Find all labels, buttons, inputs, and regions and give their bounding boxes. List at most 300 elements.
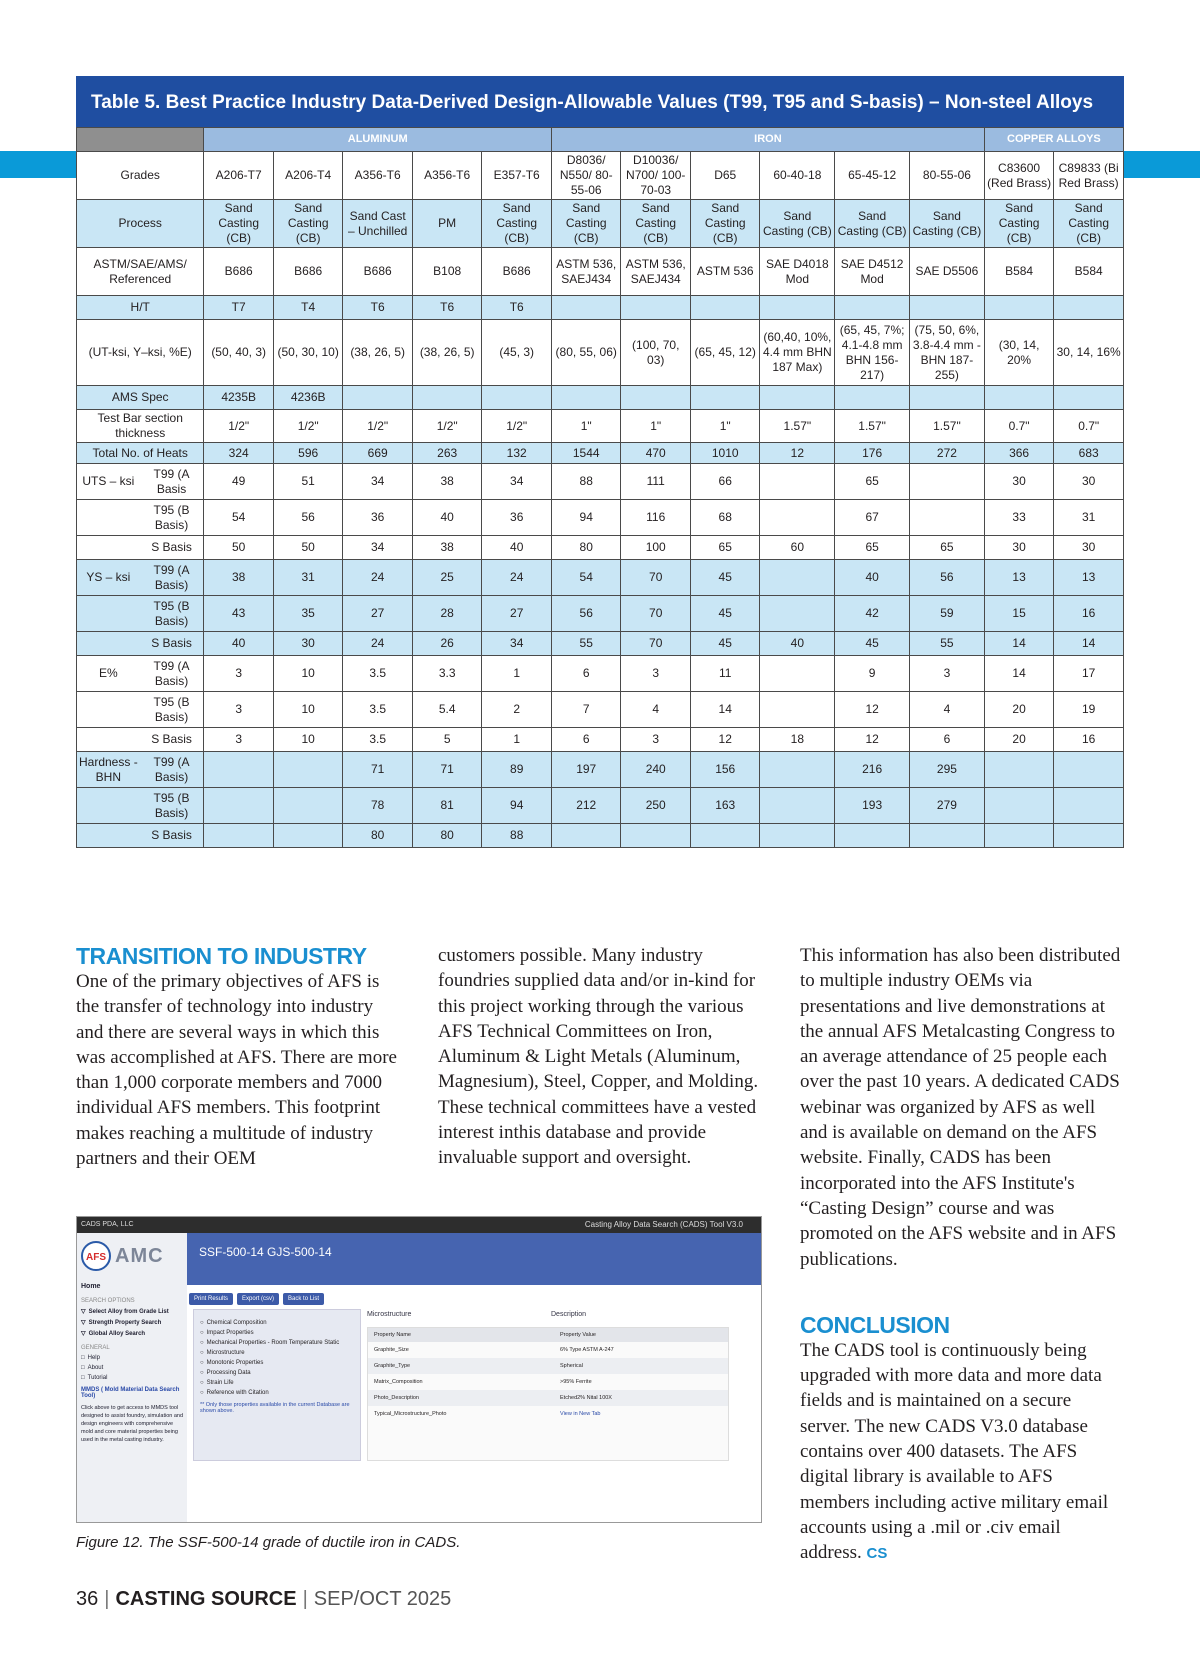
table-cell: 88 bbox=[482, 824, 552, 848]
publication-name: CASTING SOURCE bbox=[115, 1588, 297, 1610]
table-cell: 193 bbox=[835, 788, 910, 824]
table-cell: (75, 50, 6%, 3.8-4.4 mm - BHN 187-255) bbox=[910, 320, 985, 386]
property-option-label: Strain Life bbox=[206, 1380, 234, 1386]
table-cell bbox=[984, 296, 1054, 320]
property-option-icon: ○ bbox=[200, 1330, 204, 1336]
property-row bbox=[368, 1390, 728, 1406]
table-cell: 11 bbox=[690, 656, 760, 692]
table-cell: Sand Casting (CB) bbox=[551, 200, 621, 248]
table-cell bbox=[760, 596, 835, 632]
table-cell: 81 bbox=[412, 788, 482, 824]
table-cell: 12 bbox=[835, 728, 910, 752]
basis-label: T95 (B Basis) bbox=[140, 500, 204, 536]
table-cell: B584 bbox=[984, 248, 1054, 296]
basis-label: T95 (B Basis) bbox=[140, 596, 204, 632]
property-value: Spherical bbox=[560, 1363, 583, 1369]
table-cell: Sand Cast – Unchilled bbox=[343, 200, 413, 248]
table-cell: 13 bbox=[984, 560, 1054, 596]
row-label: H/T bbox=[77, 296, 204, 320]
table-cell: 20 bbox=[984, 728, 1054, 752]
table-cell: B584 bbox=[1054, 248, 1124, 296]
table-cell: 28 bbox=[412, 596, 482, 632]
property-options-list bbox=[194, 1310, 360, 1398]
property-option-icon: ○ bbox=[200, 1390, 204, 1396]
table-cell: 111 bbox=[621, 464, 691, 500]
basis-label: T95 (B Basis) bbox=[140, 692, 204, 728]
table-cell bbox=[1054, 752, 1124, 788]
table-cell bbox=[910, 386, 985, 410]
table-cell: 5 bbox=[412, 728, 482, 752]
tab-microstructure[interactable]: Microstructure bbox=[367, 1311, 412, 1318]
cads-button-label: Back to List bbox=[288, 1296, 320, 1302]
table-cell: Sand Casting (CB) bbox=[273, 200, 343, 248]
table-cell: 94 bbox=[482, 788, 552, 824]
table-cell: 27 bbox=[343, 596, 413, 632]
table-cell: 43 bbox=[204, 596, 274, 632]
table-cell: B686 bbox=[273, 248, 343, 296]
property-label bbox=[77, 728, 140, 752]
property-option-label: Monotonic Properties bbox=[206, 1360, 264, 1366]
cads-title-bar bbox=[77, 1217, 761, 1233]
table-cell: B108 bbox=[412, 248, 482, 296]
property-option-label: Mechanical Properties - Room Temperature Static bbox=[206, 1340, 340, 1346]
table-title: Table 5. Best Practice Industry Data-Derived Design-Allowable Values (T99, T95 and S-basis) – Non-steel Alloys bbox=[76, 76, 1124, 127]
mmds-link[interactable]: MMDS ( Mold Material Data Search Tool) bbox=[81, 1387, 180, 1399]
table-cell: 56 bbox=[273, 500, 343, 536]
table-cell: 30, 14, 16% bbox=[1054, 320, 1124, 386]
table-row bbox=[77, 152, 1124, 200]
cads-button[interactable] bbox=[189, 1293, 233, 1305]
table-cell: 3 bbox=[204, 656, 274, 692]
search-option[interactable] bbox=[77, 1328, 187, 1339]
table-cell: 45 bbox=[690, 596, 760, 632]
table-cell: 3.5 bbox=[343, 728, 413, 752]
property-row bbox=[368, 1342, 728, 1358]
property-options-panel bbox=[193, 1309, 361, 1461]
table-cell: Sand Casting (CB) bbox=[910, 200, 985, 248]
property-option-icon: ○ bbox=[200, 1320, 204, 1326]
table-cell bbox=[273, 824, 343, 848]
table-cell: 30 bbox=[273, 632, 343, 656]
table-cell: 13 bbox=[1054, 560, 1124, 596]
cads-logo bbox=[77, 1233, 187, 1281]
row-label: ASTM/SAE/AMS/ Referenced bbox=[77, 248, 204, 296]
table-cell: 3.5 bbox=[343, 656, 413, 692]
paragraph-transition: One of the primary objectives of AFS is the transfer of technology into industry and there are several ways in which this was accomplished at AFS. There are more than 1,000 corporate members and 7000 individual AFS members. This footprint makes reaching a multitude of industry partners and their OEM bbox=[76, 971, 397, 1170]
table-cell: 14 bbox=[1054, 632, 1124, 656]
table-cell: A206-T7 bbox=[204, 152, 274, 200]
table-cell bbox=[621, 824, 691, 848]
table-row bbox=[77, 320, 1124, 386]
table-cell: 50 bbox=[204, 536, 274, 560]
table-cell: T6 bbox=[482, 296, 552, 320]
table-cell bbox=[412, 386, 482, 410]
table-cell: 366 bbox=[984, 443, 1054, 464]
table-cell bbox=[910, 824, 985, 848]
table-cell: SAE D5506 bbox=[910, 248, 985, 296]
table-cell: 4 bbox=[621, 692, 691, 728]
cads-app-title: Casting Alloy Data Search (CADS) Tool V3.0 bbox=[584, 1220, 743, 1229]
article-column-2 bbox=[438, 943, 764, 1171]
search-option[interactable] bbox=[77, 1317, 187, 1328]
table-cell: Sand Casting (CB) bbox=[621, 200, 691, 248]
table-cell: 34 bbox=[343, 536, 413, 560]
table-cell: 4 bbox=[910, 692, 985, 728]
table-cell: (38, 26, 5) bbox=[412, 320, 482, 386]
conclusion-text: The CADS tool is continuously being upgraded with more data and more data fields and is maintained on a secure server. The new CADS V3.0 database contains over 400 datasets. The AFS digital library is available to AFS members including active military email accounts using a .mil or .civ email address. bbox=[800, 1339, 1109, 1564]
table-cell: 163 bbox=[690, 788, 760, 824]
table-cell: (30, 14, 20% bbox=[984, 320, 1054, 386]
table-cell: 65-45-12 bbox=[835, 152, 910, 200]
table-cell: 80 bbox=[551, 536, 621, 560]
property-option[interactable] bbox=[200, 1388, 354, 1398]
search-option-label: Global Alloy Search bbox=[88, 1331, 146, 1337]
alloy-table-container bbox=[76, 76, 1124, 848]
table-cell bbox=[621, 386, 691, 410]
paragraph-customers: customers possible. Many industry foundries supplied data and/or in-kind for this project working through the various AFS Technical Committees on Iron, Aluminum & Light Metals (Aluminum, Magnesium), Steel, Copper, and Molding. These technical committees have a vested interest inthis database and provide invaluable support and oversight. bbox=[438, 945, 759, 1169]
general-item[interactable] bbox=[77, 1363, 187, 1373]
table-cell: (100, 70, 03) bbox=[621, 320, 691, 386]
row-label: AMS Spec bbox=[77, 386, 204, 410]
search-options-list bbox=[77, 1306, 187, 1339]
general-label: GENERAL bbox=[81, 1345, 110, 1351]
table-cell: 1" bbox=[621, 410, 691, 443]
footer-separator-1: | bbox=[104, 1588, 110, 1610]
table-cell: 65 bbox=[690, 536, 760, 560]
table-cell: 78 bbox=[343, 788, 413, 824]
table-cell: (50, 30, 10) bbox=[273, 320, 343, 386]
tab-description[interactable]: Description bbox=[551, 1311, 587, 1318]
property-name: Matrix_Composition bbox=[374, 1379, 423, 1385]
table-cell: Sand Casting (CB) bbox=[690, 200, 760, 248]
table-cell bbox=[551, 386, 621, 410]
property-option[interactable] bbox=[200, 1338, 354, 1348]
table-cell: 59 bbox=[910, 596, 985, 632]
table-cell: 683 bbox=[1054, 443, 1124, 464]
table-cell: 272 bbox=[910, 443, 985, 464]
table-cell bbox=[910, 296, 985, 320]
table-cell bbox=[690, 824, 760, 848]
table-cell: 45 bbox=[835, 632, 910, 656]
property-option-label: Reference with Citation bbox=[206, 1390, 269, 1396]
property-option-label: Chemical Composition bbox=[206, 1320, 267, 1326]
property-row bbox=[368, 1406, 728, 1422]
row-label: Test Bar section thickness bbox=[77, 410, 204, 443]
table-cell: 9 bbox=[835, 656, 910, 692]
table-row bbox=[77, 443, 1124, 464]
table-cell: 50 bbox=[273, 536, 343, 560]
table-cell bbox=[621, 296, 691, 320]
property-option-label: Impact Properties bbox=[206, 1330, 254, 1336]
table-cell: 3 bbox=[910, 656, 985, 692]
search-option-icon: ▽ bbox=[81, 1331, 86, 1337]
table-cell bbox=[760, 692, 835, 728]
table-cell bbox=[204, 824, 274, 848]
general-item[interactable] bbox=[77, 1373, 187, 1383]
table-cell: (80, 55, 06) bbox=[551, 320, 621, 386]
table-cell bbox=[760, 464, 835, 500]
table-cell: 51 bbox=[273, 464, 343, 500]
table-cell: 45 bbox=[690, 560, 760, 596]
table-cell: 19 bbox=[1054, 692, 1124, 728]
table-row bbox=[77, 632, 1124, 656]
table-cell: 176 bbox=[835, 443, 910, 464]
table-cell: 54 bbox=[204, 500, 274, 536]
table-cell bbox=[273, 788, 343, 824]
table-cell: 12 bbox=[835, 692, 910, 728]
basis-label: S Basis bbox=[140, 632, 204, 656]
table-cell: 240 bbox=[621, 752, 691, 788]
property-option[interactable] bbox=[200, 1368, 354, 1378]
row-label: Process bbox=[77, 200, 204, 248]
property-name: Graphite_Type bbox=[374, 1363, 411, 1369]
table-cell: 56 bbox=[551, 596, 621, 632]
cads-sidebar bbox=[77, 1233, 187, 1522]
table-cell: 36 bbox=[482, 500, 552, 536]
basis-label: T99 (A Basis bbox=[140, 464, 204, 500]
table-cell: 4235B bbox=[204, 386, 274, 410]
property-label: UTS – ksi bbox=[77, 464, 140, 500]
table-cell: 6 bbox=[551, 728, 621, 752]
table-row bbox=[77, 410, 1124, 443]
table-cell: 30 bbox=[984, 464, 1054, 500]
alloy-table bbox=[76, 127, 1124, 848]
table-cell bbox=[910, 464, 985, 500]
table-cell: 1/2" bbox=[343, 410, 413, 443]
table-cell: 88 bbox=[551, 464, 621, 500]
table-cell bbox=[984, 752, 1054, 788]
table-cell: 1 bbox=[482, 656, 552, 692]
table-cell bbox=[760, 788, 835, 824]
property-table-header bbox=[368, 1328, 728, 1342]
mmds-description: Click above to get access to MMDS tool designed to assist foundry, simulation and design engineers with comprehensive mold and core material properties being used in the metal casting industry. bbox=[81, 1405, 184, 1443]
property-label bbox=[77, 824, 140, 848]
table-cell: (50, 40, 3) bbox=[204, 320, 274, 386]
table-cell bbox=[835, 824, 910, 848]
table-cell: 156 bbox=[690, 752, 760, 788]
table-cell bbox=[835, 296, 910, 320]
cads-home-link[interactable]: Home bbox=[81, 1283, 101, 1290]
table-cell: A356-T6 bbox=[343, 152, 413, 200]
table-cell: C89833 (Bi Red Brass) bbox=[1054, 152, 1124, 200]
table-row bbox=[77, 656, 1124, 692]
table-row bbox=[77, 824, 1124, 848]
table-cell: 40 bbox=[482, 536, 552, 560]
table-cell: 3 bbox=[621, 656, 691, 692]
table-cell: 3.5 bbox=[343, 692, 413, 728]
table-cell: SAE D4018 Mod bbox=[760, 248, 835, 296]
general-list bbox=[77, 1353, 187, 1383]
table-cell: Sand Casting (CB) bbox=[835, 200, 910, 248]
issue-date: SEP/OCT 2025 bbox=[313, 1588, 452, 1610]
table-cell: 80 bbox=[412, 824, 482, 848]
table-cell: 24 bbox=[343, 560, 413, 596]
table-cell: 31 bbox=[1054, 500, 1124, 536]
table-cell: 55 bbox=[910, 632, 985, 656]
property-option[interactable] bbox=[200, 1378, 354, 1388]
table-row bbox=[77, 464, 1124, 500]
table-cell bbox=[910, 500, 985, 536]
page-number: 36 bbox=[76, 1588, 99, 1610]
cads-grade-title: SSF-500-14 GJS-500-14 bbox=[199, 1245, 332, 1259]
row-label: Grades bbox=[77, 152, 204, 200]
table-cell: T6 bbox=[412, 296, 482, 320]
table-cell: 250 bbox=[621, 788, 691, 824]
article-column-3 bbox=[800, 943, 1124, 1567]
table-cell: 56 bbox=[910, 560, 985, 596]
property-option[interactable] bbox=[200, 1358, 354, 1368]
table-cell: B686 bbox=[343, 248, 413, 296]
table-cell bbox=[984, 788, 1054, 824]
table-cell bbox=[760, 656, 835, 692]
general-item-icon: □ bbox=[81, 1355, 85, 1361]
paragraph-conclusion bbox=[800, 1338, 1124, 1567]
property-option-label: Processing Data bbox=[206, 1370, 251, 1376]
cads-button[interactable] bbox=[237, 1293, 279, 1305]
property-label bbox=[77, 632, 140, 656]
table-cell: 10 bbox=[273, 656, 343, 692]
table-cell bbox=[760, 752, 835, 788]
property-option[interactable] bbox=[200, 1318, 354, 1328]
table-cell: Sand Casting (CB) bbox=[984, 200, 1054, 248]
table-cell: 94 bbox=[551, 500, 621, 536]
table-cell: 2 bbox=[482, 692, 552, 728]
table-cell: 15 bbox=[984, 596, 1054, 632]
property-label bbox=[77, 596, 140, 632]
general-item-icon: □ bbox=[81, 1365, 85, 1371]
table-cell bbox=[760, 500, 835, 536]
table-cell: D65 bbox=[690, 152, 760, 200]
table-cell: SAE D4512 Mod bbox=[835, 248, 910, 296]
table-cell: 71 bbox=[412, 752, 482, 788]
table-cell: 40 bbox=[835, 560, 910, 596]
table-cell: ASTM 536, SAEJ434 bbox=[621, 248, 691, 296]
table-cell: PM bbox=[412, 200, 482, 248]
property-label bbox=[77, 788, 140, 824]
table-cell: 31 bbox=[273, 560, 343, 596]
table-cell: 67 bbox=[835, 500, 910, 536]
table-row bbox=[77, 752, 1124, 788]
cads-button[interactable] bbox=[283, 1293, 324, 1305]
table-cell: 10 bbox=[273, 692, 343, 728]
property-label: E% bbox=[77, 656, 140, 692]
table-cell bbox=[273, 752, 343, 788]
table-cell: 263 bbox=[412, 443, 482, 464]
table-cell: 295 bbox=[910, 752, 985, 788]
property-label: YS – ksi bbox=[77, 560, 140, 596]
table-cell bbox=[1054, 788, 1124, 824]
table-cell: 1/2" bbox=[482, 410, 552, 443]
row-label: Total No. of Heats bbox=[77, 443, 204, 464]
table-cell: 68 bbox=[690, 500, 760, 536]
table-row bbox=[77, 728, 1124, 752]
table-cell: C83600 (Red Brass) bbox=[984, 152, 1054, 200]
group-aluminum: ALUMINUM bbox=[204, 128, 552, 152]
table-cell: 34 bbox=[482, 464, 552, 500]
table-cell: (60,40, 10%, 4.4 mm BHN 187 Max) bbox=[760, 320, 835, 386]
property-option[interactable] bbox=[200, 1328, 354, 1338]
table-cell: 216 bbox=[835, 752, 910, 788]
table-cell: 33 bbox=[984, 500, 1054, 536]
table-cell: 1.57" bbox=[910, 410, 985, 443]
basis-label: T99 (A Basis) bbox=[140, 752, 204, 788]
property-label bbox=[77, 692, 140, 728]
cads-button-label: Export (csv) bbox=[242, 1296, 275, 1302]
search-option[interactable] bbox=[77, 1306, 187, 1317]
table-cell: 66 bbox=[690, 464, 760, 500]
table-cell: 49 bbox=[204, 464, 274, 500]
table-cell bbox=[1054, 386, 1124, 410]
table-cell: 1544 bbox=[551, 443, 621, 464]
search-option-label: Select Alloy from Grade List bbox=[88, 1309, 169, 1315]
table-cell bbox=[690, 386, 760, 410]
table-cell: 40 bbox=[412, 500, 482, 536]
table-row bbox=[77, 596, 1124, 632]
property-value[interactable]: View in New Tab bbox=[560, 1411, 601, 1417]
table-cell: 16 bbox=[1054, 728, 1124, 752]
table-cell bbox=[690, 296, 760, 320]
table-cell: 0.7" bbox=[1054, 410, 1124, 443]
table-cell: 38 bbox=[412, 536, 482, 560]
table-cell: Sand Casting (CB) bbox=[1054, 200, 1124, 248]
basis-label: T99 (A Basis) bbox=[140, 560, 204, 596]
table-cell: 26 bbox=[412, 632, 482, 656]
general-item[interactable] bbox=[77, 1353, 187, 1363]
table-cell: 6 bbox=[910, 728, 985, 752]
table-cell: 1" bbox=[690, 410, 760, 443]
property-label: Hardness - BHN bbox=[77, 752, 140, 788]
table-cell: D10036/ N700/ 100-70-03 bbox=[621, 152, 691, 200]
group-header-blank bbox=[77, 128, 204, 152]
table-cell: 65 bbox=[835, 464, 910, 500]
table-row bbox=[77, 560, 1124, 596]
property-option[interactable] bbox=[200, 1348, 354, 1358]
general-item-label: Tutorial bbox=[87, 1375, 108, 1381]
table-cell: 116 bbox=[621, 500, 691, 536]
table-cell: 18 bbox=[760, 728, 835, 752]
table-cell: ASTM 536, SAEJ434 bbox=[551, 248, 621, 296]
table-cell: 100 bbox=[621, 536, 691, 560]
table-cell: B686 bbox=[204, 248, 274, 296]
group-iron: IRON bbox=[551, 128, 984, 152]
table-cell bbox=[1054, 824, 1124, 848]
table-cell: A206-T4 bbox=[273, 152, 343, 200]
table-cell: 1/2" bbox=[273, 410, 343, 443]
table-cell: ASTM 536 bbox=[690, 248, 760, 296]
table-cell: 24 bbox=[482, 560, 552, 596]
table-cell: (45, 3) bbox=[482, 320, 552, 386]
table-cell: 6 bbox=[551, 656, 621, 692]
table-cell: 12 bbox=[690, 728, 760, 752]
table-row bbox=[77, 248, 1124, 296]
table-cell bbox=[1054, 296, 1124, 320]
table-cell: 16 bbox=[1054, 596, 1124, 632]
table-cell: 80 bbox=[343, 824, 413, 848]
property-label bbox=[77, 500, 140, 536]
table-cell: (65, 45, 7%; 4.1-4.8 mm BHN 156-217) bbox=[835, 320, 910, 386]
table-cell: (38, 26, 5) bbox=[343, 320, 413, 386]
table-cell: 54 bbox=[551, 560, 621, 596]
table-row bbox=[77, 536, 1124, 560]
table-cell: 12 bbox=[760, 443, 835, 464]
property-row bbox=[368, 1358, 728, 1374]
table-cell: T4 bbox=[273, 296, 343, 320]
table-cell: 24 bbox=[343, 632, 413, 656]
property-row bbox=[368, 1374, 728, 1390]
table-cell: 3 bbox=[204, 692, 274, 728]
table-cell: 470 bbox=[621, 443, 691, 464]
cads-button-bar bbox=[189, 1287, 328, 1305]
